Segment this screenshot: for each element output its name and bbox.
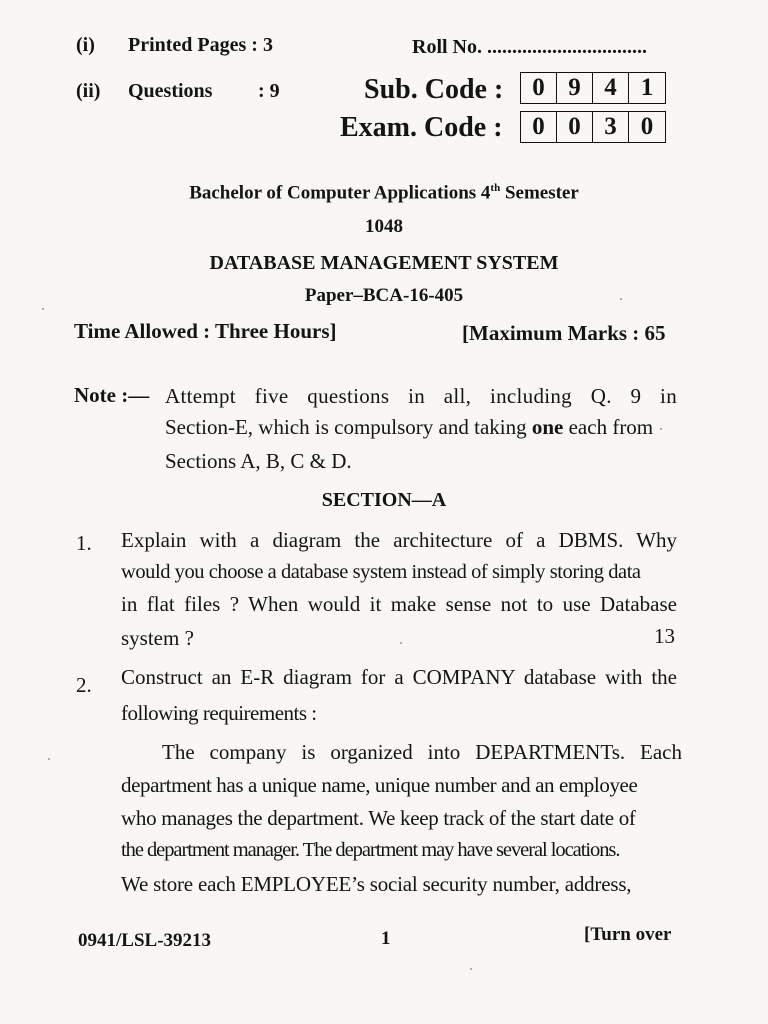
sub-code-digit: 0	[521, 73, 557, 103]
note-line-1: Attempt five questions in all, including Q. 9 in	[165, 384, 677, 408]
note-line-2: Section-E, which is compulsory and taking one each from	[165, 415, 654, 439]
question-paragraph-line: who manages the department. We keep track of the start date of	[121, 806, 636, 830]
sub-code-boxes	[520, 72, 666, 104]
exam-code-digit: 0	[521, 112, 557, 142]
item-i-label: (i)	[76, 34, 95, 56]
turn-over: [Turn over	[584, 924, 672, 945]
question-paragraph-line: department has a unique name, unique number and an employee	[121, 773, 638, 797]
exam-code-boxes	[520, 111, 666, 143]
paper-number: 1048	[365, 216, 403, 237]
question-line: following requirements :	[121, 701, 317, 725]
scan-speck	[48, 758, 50, 760]
question-paragraph-line: The company is organized into DEPARTMENTs. Each	[162, 740, 682, 764]
section-heading: SECTION—A	[321, 489, 447, 511]
scan-speck	[660, 428, 662, 430]
scan-speck	[620, 298, 622, 300]
exam-code-digit: 0	[640, 113, 654, 140]
printed-pages: Printed Pages : 3	[128, 34, 273, 56]
question-line: Construct an E-R diagram for a COMPANY database with the	[121, 665, 677, 689]
paper-code: Paper–BCA-16-405	[304, 285, 464, 306]
exam-code-label: Exam. Code :	[340, 112, 503, 143]
sub-code-digit: 9	[557, 73, 593, 103]
question-paragraph-line: We store each EMPLOYEE’s social security number, address,	[121, 872, 632, 896]
scan-speck	[42, 308, 44, 310]
sub-code-digit: 4	[593, 73, 629, 103]
question-marks: 13	[654, 624, 675, 648]
questions-label: Questions	[128, 80, 213, 102]
note-line-3: Sections A, B, C & D.	[165, 449, 352, 473]
maximum-marks: [Maximum Marks : 65	[462, 321, 666, 345]
program-title: Bachelor of Computer Applications 4th Semester	[189, 182, 579, 204]
question-line: in flat files ? When would it make sense not to use Database	[121, 592, 677, 616]
question-line: Explain with a diagram the architecture of a DBMS. Why	[121, 528, 677, 552]
time-allowed: Time Allowed : Three Hours]	[74, 319, 337, 343]
scan-speck	[470, 968, 472, 970]
item-ii-label: (ii)	[76, 80, 101, 102]
scan-speck	[400, 642, 402, 644]
questions-value: : 9	[258, 80, 280, 102]
subject-title: DATABASE MANAGEMENT SYSTEM	[209, 252, 559, 274]
roll-number-field: Roll No. ................................	[412, 36, 647, 58]
exam-code-digit: 0	[557, 112, 593, 142]
note-label: Note :—	[74, 383, 150, 407]
question-line: system ?	[121, 626, 194, 650]
question-number: 1.	[76, 531, 92, 555]
question-number: 2.	[76, 673, 92, 697]
question-paragraph-line: the department manager. The department may have several locations.	[121, 839, 620, 861]
page-number: 1	[381, 928, 391, 949]
sub-code-label: Sub. Code :	[364, 74, 504, 105]
question-line: would you choose a database system instead of simply storing data	[121, 561, 641, 583]
sub-code-digit: 1	[640, 74, 654, 101]
exam-code-digit: 3	[593, 112, 629, 142]
footer-code: 0941/LSL-39213	[78, 930, 212, 951]
